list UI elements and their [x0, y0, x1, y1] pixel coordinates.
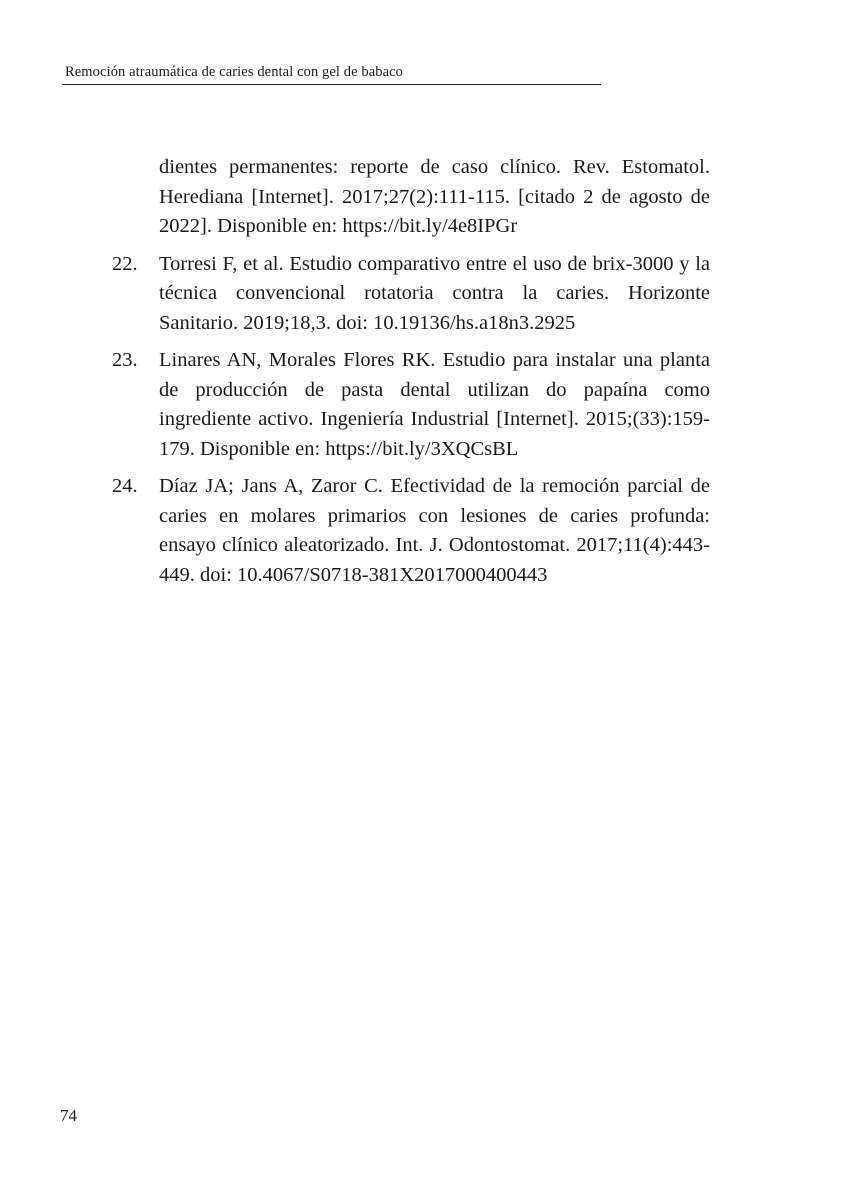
- reference-list: [112, 153, 710, 598]
- running-header-title: Remoción atraumática de caries dental con gel de babaco: [65, 64, 404, 80]
- reference-text: Torresi F, et al. Estudio comparativo entre el uso de brix-3000 y la técnica convencional rotatoria contra la caries. Horizonte Sanitario. 2019;18,3. doi: 10.19136/hs.a18n3.2925: [159, 252, 710, 334]
- reference-item-24: [112, 472, 710, 590]
- reference-item-22: [112, 250, 710, 339]
- reference-item-continued: [159, 153, 710, 242]
- reference-text: Díaz JA; Jans A, Zaror C. Efectividad de la remoción parcial de caries en molares primarios con lesiones de caries profunda: ensayo clínico aleatorizado. Int. J. Odontostomat. 2017;11(4):443-449. doi: 10.4067/S0718-381X2017000400443: [159, 475, 710, 586]
- header-rule: [62, 84, 601, 85]
- reference-item-23: [112, 346, 710, 464]
- page-number: 74: [60, 1106, 77, 1125]
- reference-text: Linares AN, Morales Flores RK. Estudio para instalar una planta de producción de pasta dental utilizan do papaína como ingrediente activo. Ingeniería Industrial [Internet]. 2015;(33):159-179. Disponible en: https://bit.ly/3XQCsBL: [159, 349, 710, 460]
- reference-number: 24.: [112, 475, 138, 497]
- reference-text: dientes permanentes: reporte de caso clínico. Rev. Estomatol. Herediana [Internet]. 2017;27(2):111-115. [citado 2 de agosto de 2022]. Disponible en: https://bit.ly/4e8IPGr: [159, 156, 710, 237]
- reference-number: 23.: [112, 349, 138, 371]
- reference-number: 22.: [112, 252, 138, 275]
